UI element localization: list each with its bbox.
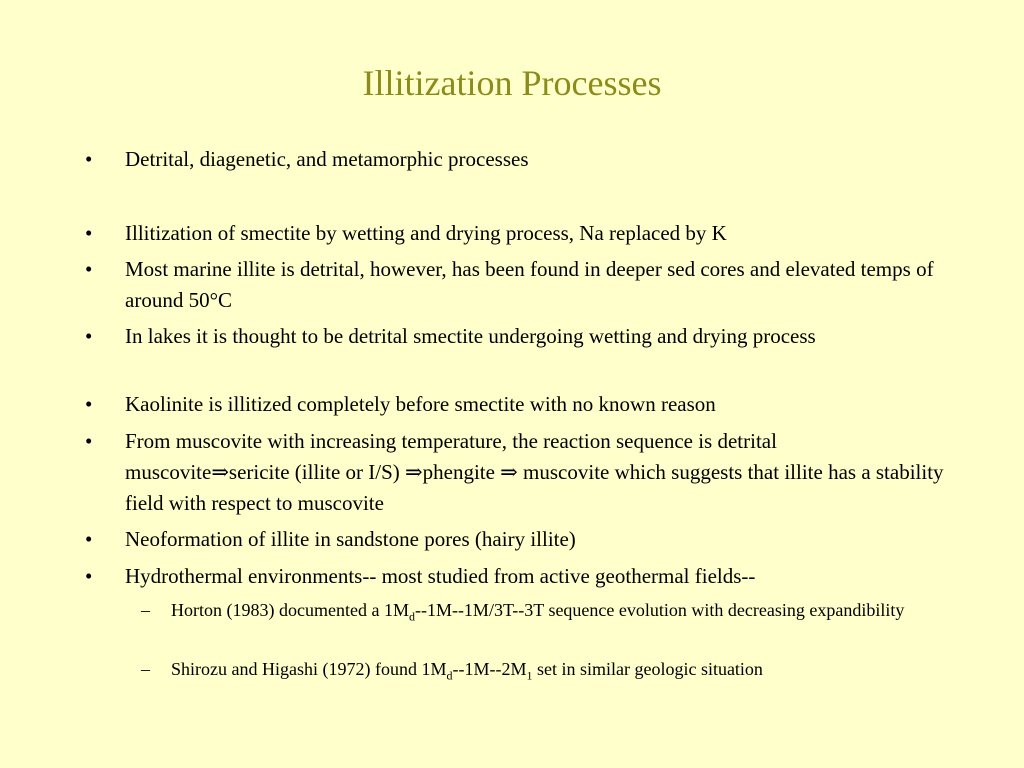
bullet-item bbox=[85, 389, 945, 420]
slide-title: Illitization Processes bbox=[362, 63, 662, 103]
bullet-text: In lakes it is thought to be detrital smectite undergoing wetting and drying process bbox=[125, 324, 816, 348]
sub-bullet-item bbox=[141, 597, 941, 624]
bullet-marker: • bbox=[85, 324, 93, 348]
bullet-text: Kaolinite is illitized completely before smectite with no known reason bbox=[125, 392, 716, 416]
bullet-marker: • bbox=[85, 257, 93, 281]
sub-bullet-item bbox=[141, 656, 941, 683]
bullet-item bbox=[85, 321, 945, 352]
bullet-marker: • bbox=[85, 221, 93, 245]
bullet-marker: • bbox=[85, 564, 93, 588]
bullet-text: Detrital, diagenetic, and metamorphic processes bbox=[125, 147, 529, 171]
bullet-text: Neoformation of illite in sandstone pores (hairy illite) bbox=[125, 527, 576, 551]
sub-bullet-text: Horton (1983) documented a $1M_d--1M--1M/3T--3T$ sequence evolution with decreasing expandibility bbox=[171, 600, 905, 624]
bullet-item bbox=[85, 524, 945, 555]
bullet-text: Hydrothermal environments-- most studied from active geothermal fields-- bbox=[125, 564, 756, 588]
bullet-text: Most marine illite is detrital, however, has been found in deeper sed cores and elevated temps of around 50°C bbox=[125, 257, 934, 312]
bullet-item bbox=[85, 144, 945, 175]
bullet-item bbox=[85, 561, 945, 592]
bullet-marker: • bbox=[85, 429, 93, 453]
bullet-text: From muscovite with increasing temperature, the reaction sequence is detrital muscovite⇒sericite (illite or I/S) ⇒phengite ⇒ muscovite which suggests that illite has a stability field with respect to muscovite bbox=[125, 429, 944, 515]
bullet-marker: • bbox=[85, 147, 93, 171]
bullet-item bbox=[85, 426, 945, 519]
bullet-item bbox=[85, 218, 945, 249]
sub-bullet-marker: – bbox=[141, 659, 150, 679]
sub-bullet-text: Shirozu and Higashi (1972) found $1M_d--1M--2M_1$ set in similar geologic situation bbox=[171, 659, 763, 683]
bullet-text: Illitization of smectite by wetting and drying process, Na replaced by K bbox=[125, 221, 727, 245]
bullet-item bbox=[85, 254, 945, 316]
bullet-marker: • bbox=[85, 527, 93, 551]
sub-bullet-marker: – bbox=[141, 600, 150, 620]
bullet-marker: • bbox=[85, 392, 93, 416]
